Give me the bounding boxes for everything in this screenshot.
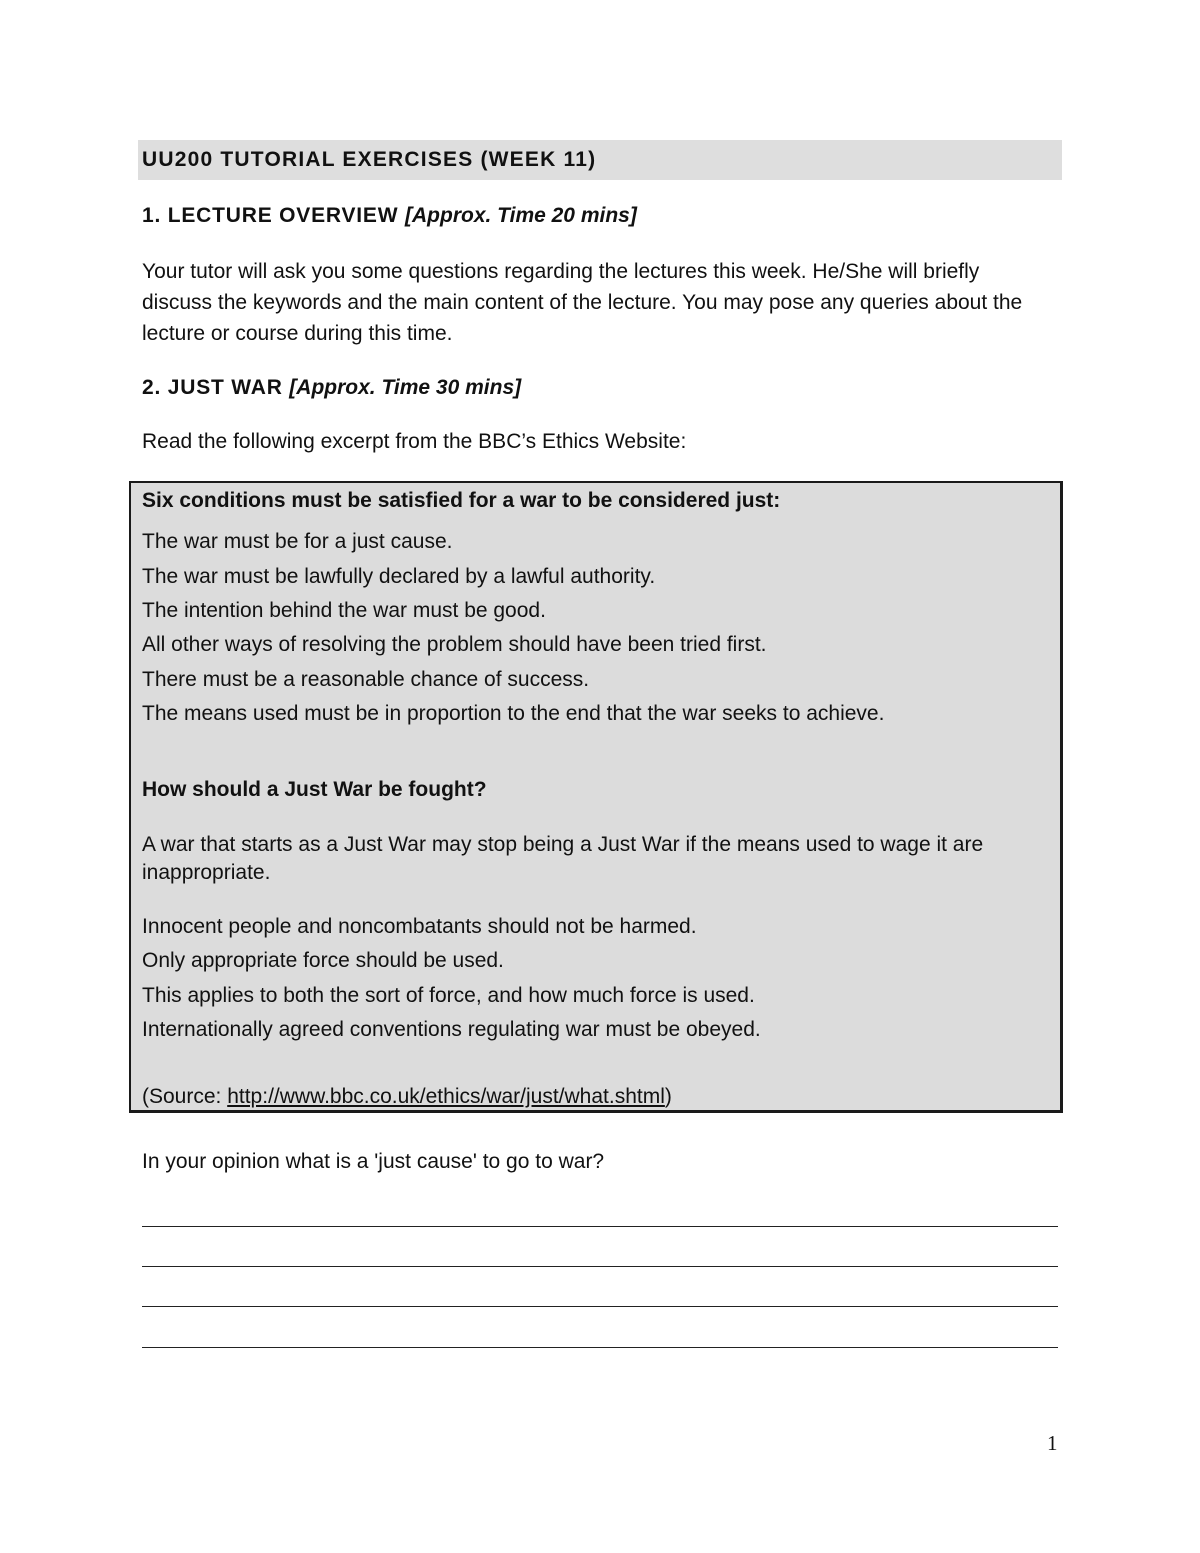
fought-rule-item: Innocent people and noncombatants should not be harmed. [142,915,697,938]
answer-line[interactable] [142,1347,1058,1348]
source-link[interactable]: http://www.bbc.co.uk/ethics/war/just/what.shtml [227,1085,665,1108]
question-text: In your opinion what is a 'just cause' to go to war? [142,1150,605,1173]
section-2-time-note: [Approx. Time 30 mins] [289,376,522,399]
section-2-heading [142,375,521,401]
fought-rule-item: Only appropriate force should be used. [142,949,504,972]
section-1-heading [142,203,637,229]
section-1-title: 1. LECTURE OVERVIEW [142,204,399,227]
page-number: 1 [1047,1431,1058,1455]
section-1-body: Your tutor will ask you some questions regarding the lectures this week. He/She will briefly discuss the keywords and the main content of the lecture. You may pose any queries about the lecture or course during this time. [142,260,1023,345]
condition-item: The war must be lawfully declared by a lawful authority. [142,565,656,588]
section-2-intro: Read the following excerpt from the BBC’s Ethics Website: [142,430,687,453]
fought-rule-item: This applies to both the sort of force, and how much force is used. [142,984,755,1007]
condition-item: All other ways of resolving the problem should have been tried first. [142,633,767,656]
source-suffix: ) [664,1085,672,1108]
fought-rule-item: Internationally agreed conventions regulating war must be obeyed. [142,1018,761,1041]
answer-line[interactable] [142,1306,1058,1307]
section-2-title: 2. JUST WAR [142,376,283,399]
conditions-heading: Six conditions must be satisfied for a war to be considered just: [142,489,781,512]
bbc-excerpt-box [129,481,1063,1113]
section-1-time-note: [Approx. Time 20 mins] [405,204,637,227]
source-prefix: (Source: [142,1085,228,1108]
condition-item: The intention behind the war must be good. [142,599,546,622]
source-citation [142,1083,1052,1111]
answer-line[interactable] [142,1266,1058,1267]
condition-item: There must be a reasonable chance of success. [142,668,590,691]
answer-line[interactable] [142,1226,1058,1227]
page-title: UU200 TUTORIAL EXERCISES (WEEK 11) [138,140,1062,180]
condition-item: The war must be for a just cause. [142,530,453,553]
condition-item: The means used must be in proportion to the end that the war seeks to achieve. [142,702,885,725]
fought-heading: How should a Just War be fought? [142,778,487,801]
fought-intro: A war that starts as a Just War may stop being a Just War if the means used to wage it are inappropriate. [142,833,984,884]
